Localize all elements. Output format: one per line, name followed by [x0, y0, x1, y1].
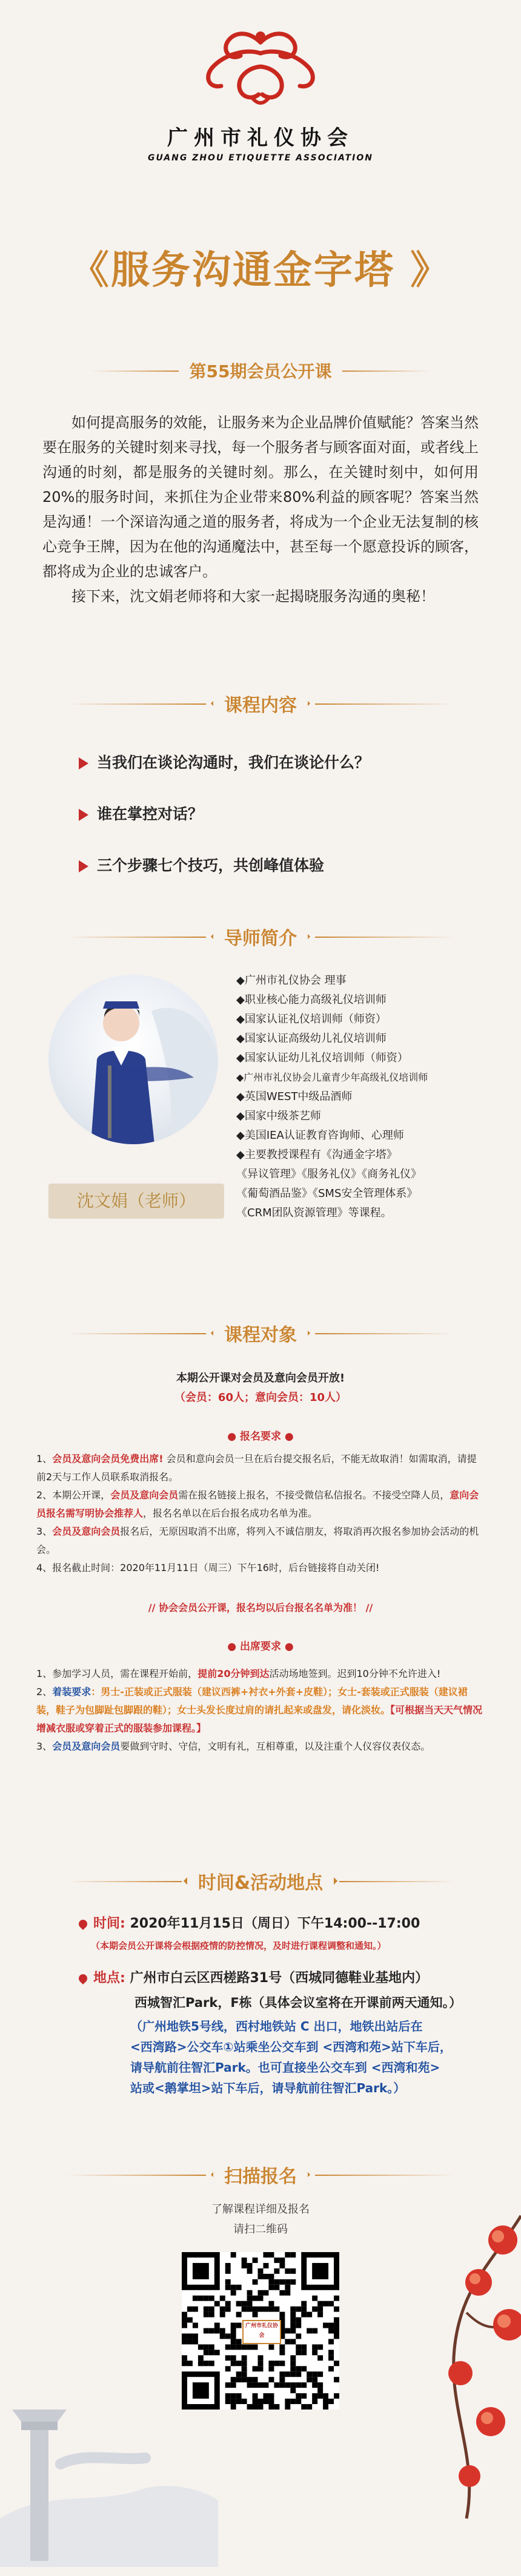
- signup-item: 3、会员及意向会员报名后，无原因取消不出席，将列入不诚信朋友，将取消再次报名参加协会活动的机会。: [36, 1526, 479, 1555]
- tutor-portrait-icon: [48, 975, 218, 1144]
- tutor-bio-item: ◆国家认证礼仪培训师（师资）: [236, 1013, 387, 1026]
- intro-paragraph: 接下来，沈文娟老师将和大家一起揭晓服务沟通的奥秘！: [71, 588, 435, 605]
- divider-left: [67, 1333, 206, 1334]
- audience-line: 本期公开课对会员及意向会员开放!: [176, 1372, 345, 1385]
- attend-item: 1、参加学习人员，需在课程开始前，提前20分钟到达活动场地签到。迟到10分钟不允许进入!: [36, 1668, 441, 1679]
- divider-right: [339, 371, 430, 372]
- time-row: 时间: 2020年11月15日（周日）下午14:00--17:00: [79, 1913, 466, 1935]
- phoenix-logo-icon: [191, 24, 330, 115]
- divider-right: [315, 1333, 454, 1334]
- signup-item: 2、本期公开课，会员及意向会员需在报名链接上报名，不接受微信私信报名。不接受空降人员，意向会员报名需写明协会推荐人，报名名单以在后台报名成功名单为准。: [36, 1489, 479, 1519]
- session-heading-label: 第55期会员公开课: [179, 358, 343, 383]
- scan-heading-label: 扫描报名: [213, 2161, 308, 2188]
- tutor-bio-item: ◆广州市礼仪协会 理事: [236, 974, 347, 987]
- signup-item: 4、报名截止时间：2020年11月11日（周三）下午16时，后台链接将自动关闭!: [36, 1562, 380, 1573]
- divider-right: [339, 1881, 454, 1882]
- divider-left: [67, 1881, 182, 1882]
- divider-right: [315, 703, 454, 705]
- session-heading: [0, 358, 521, 383]
- tutor-heading-label: 导师简介: [213, 923, 308, 950]
- attend-item: 3、会员及意向会员要做到守时、守信，文明有礼，互相尊重，以及注重个人仪容仪表仪态。: [36, 1741, 431, 1752]
- tutor-bio-item: ◆英国WEST中级品酒师: [236, 1090, 353, 1103]
- tutor-bio-item: ◆主要教授课程有《沟通金字塔》: [236, 1148, 397, 1161]
- arrow-right-icon: [79, 757, 88, 769]
- tutor-bio-item: 《异议管理》《服务礼仪》《商务礼仪》: [236, 1168, 422, 1181]
- tutor-bio-item: ◆广州市礼仪协会儿童青少年高级礼仪培训师: [236, 1072, 428, 1083]
- signup-note: // 协会会员公开课，报名均以后台报名名单为准！ //: [148, 1602, 373, 1613]
- tutor-bio-item: 《葡萄酒品鉴》《SMS安全管理体系》: [236, 1187, 418, 1200]
- time-place-heading-label: 时间&活动地点: [187, 1868, 334, 1894]
- divider-right: [315, 2175, 454, 2176]
- attend-item: 2、着装要求：男士-正装或正式服装（建议西裤+衬衣+外套+皮鞋）；女士-套装或正式服装（建议裙装，鞋子为包脚趾包脚跟的鞋）；女士头发长度过肩的请扎起来或盘发，请化淡妆。【可根据当天天气情况增减衣服或穿着正式的服装参加课程。】: [36, 1686, 483, 1734]
- tutor-bio-item: ◆职业核心能力高级礼仪培训师: [236, 993, 387, 1006]
- attendance-requirements-heading: ● 出席要求 ●: [227, 1641, 294, 1653]
- org-name-en: GUANG ZHOU ETIQUETTE ASSOCIATION: [148, 153, 373, 163]
- intro-paragraph: 如何提高服务的效能，让服务来为企业品牌价值赋能？答案当然要在服务的关键时刻来寻找，每一个服务者与顾客面对面，或者线上沟通的时刻，都是服务的关键时刻。那么，在关键时刻中，如何用20%的服务时间，来抓住为企业带来80%利益的顾客呢？答案当然是沟通！一个深谙沟通之道的服务者，将成为一个企业无法复制的核心竞争王牌，因为在他的沟通魔法中，甚至每一个愿意投诉的顾客，都将成为企业的忠诚客户。: [42, 414, 479, 580]
- divider-left: [67, 703, 206, 705]
- signup-item: 1、会员及意向会员免费出席! 会员和意向会员一旦在后台提交报名后，不能无故取消！如需取消，请提前2天与工作人员联系取消报名。: [36, 1453, 477, 1483]
- place-line: 西城智汇Park，F栋（具体会议室将在开课前两天通知。）: [134, 1995, 462, 2010]
- audience-heading: [0, 1320, 521, 1346]
- tutor-bio-item: ◆美国IEA认证教育咨询师、心理师: [236, 1129, 404, 1142]
- time-place-heading: [0, 1868, 521, 1894]
- course-item: 当我们在谈论沟通时，我们在谈论什么？: [79, 751, 370, 772]
- signup-requirements: [36, 1450, 485, 1577]
- time-notice: （本期会员公开课将会根据疫情的防控情况，及时进行课程调整和通知。）: [91, 1940, 387, 1951]
- tutor-photo: [48, 975, 218, 1144]
- page-title: 《服务沟通金字塔 》: [70, 248, 451, 293]
- tutor-bio-item: ◆国家中级茶艺师: [236, 1110, 321, 1122]
- place-row: 地点: 广州市白云区西槎路31号（西城同德鞋业基地内）: [79, 1968, 466, 1989]
- course-heading: [0, 690, 521, 717]
- audience-quota: （会员：60人；意向会员：10人）: [174, 1391, 347, 1404]
- header: [0, 24, 521, 163]
- divider-left: [67, 937, 206, 938]
- course-item: 三个步骤七个技巧，共创峰值体验: [79, 854, 324, 875]
- tutor-bio-item: ◆国家认证高级幼儿礼仪培训师: [236, 1032, 387, 1045]
- scan-heading: [0, 2161, 521, 2188]
- divider-right: [315, 937, 454, 938]
- course-item: 谁在掌控对话？: [79, 802, 203, 824]
- scan-caption: 请扫二维码: [233, 2223, 288, 2236]
- divider-left: [91, 371, 182, 372]
- route-info: （广州地铁5号线，西村地铁站 C 出口，地铁出站后在 <西湾路>公交车①站乘坐公交车到 <西湾和苑>站下车后， 请导航前往智汇Park。也可直接坐公交车到 <西湾和苑> 站或<鹅掌坦>站下车后，请导航前往智汇Park。）: [130, 2019, 452, 2095]
- intro-text: [42, 410, 479, 609]
- tutor-bio-item: ◆国家认证幼儿礼仪培训师（师资）: [236, 1052, 408, 1064]
- arrow-right-icon: [79, 809, 88, 821]
- audience-heading-label: 课程对象: [213, 1320, 308, 1346]
- qr-center-label: 广州市礼仪协会: [242, 2320, 281, 2344]
- tutor-heading: [0, 923, 521, 950]
- scan-caption: 了解课程详细及报名: [211, 2203, 310, 2216]
- tutor-name: 沈文娟（老师）: [48, 1184, 224, 1219]
- arrow-right-icon: [79, 860, 88, 872]
- tutor-bio-list: [236, 971, 503, 1223]
- org-name-cn: 广州市礼仪协会: [167, 126, 354, 150]
- signup-qr-code[interactable]: [182, 2252, 339, 2410]
- attendance-requirements: [36, 1665, 485, 1756]
- tutor-bio-item: 《CRM团队资源管理》等课程。: [236, 1207, 392, 1219]
- location-pin-icon: [77, 1918, 89, 1930]
- location-pin-icon: [77, 1972, 89, 1985]
- divider-left: [67, 2175, 206, 2176]
- course-heading-label: 课程内容: [213, 690, 308, 717]
- kapok-flower-icon: [339, 2192, 521, 2567]
- signup-requirements-heading: ● 报名要求 ●: [227, 1431, 294, 1443]
